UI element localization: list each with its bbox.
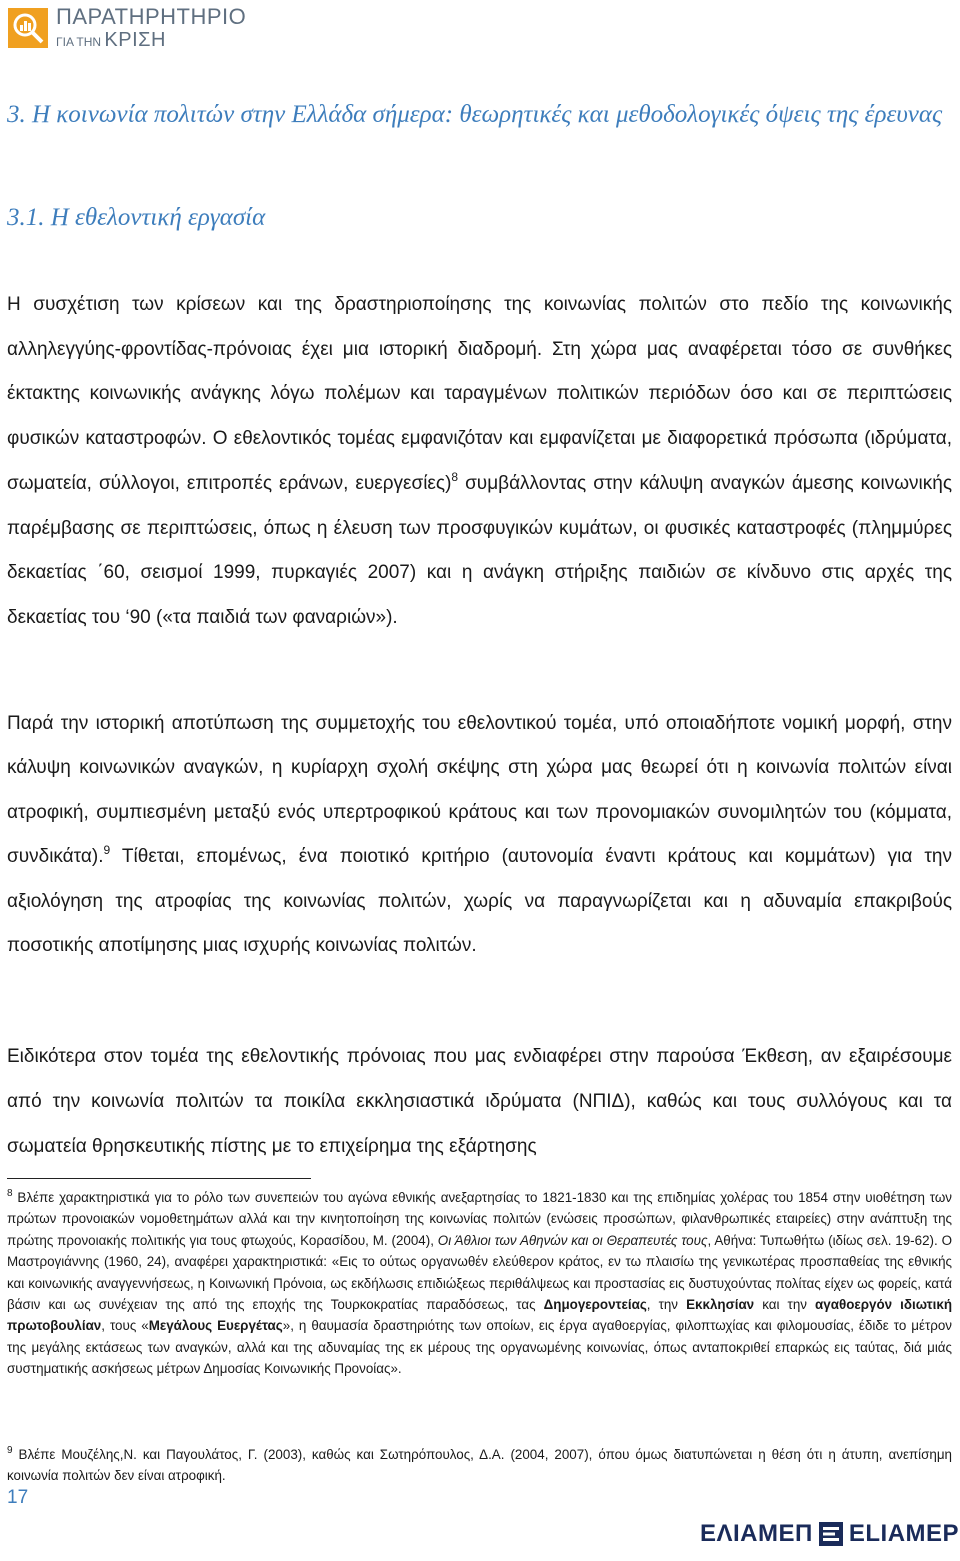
section-title: 3. Η κοινωνία πολιτών στην Ελλάδα σήμερα: θεωρητικές και μεθοδολογικές όψεις της έρευνας	[7, 101, 943, 128]
eliamep-logo-greek: ΕΛΙΑΜΕΠ	[700, 1520, 813, 1547]
observatory-logo	[8, 4, 246, 52]
footnote-8-text: , τους «	[101, 1318, 149, 1334]
footnote-8-number: 8	[7, 1188, 13, 1199]
footnote-8-bold: Μεγάλους Ευεργέτας	[148, 1318, 283, 1334]
subsection-title: 3.1. Η εθελοντική εργασία	[7, 204, 266, 231]
footnote-8-text: , την	[646, 1297, 687, 1313]
footnote-9-number: 9	[7, 1445, 13, 1456]
footnote-8-text: Βλέπε χαρακτηριστικά για το ρόλο των συνεπειών του αγώνα εθνικής ανεξαρτησίας το 1821-1830 και της επιδημίας χολέρας του 1854 στην υιοθέτηση των πρώτων προνοιακών νομοθετημάτων αλλά και την κινητοποίηση της κοινωνίας πολιτών (ενώσεις προσώπων, φιλανθρωπικές εταιρείες) στην ανάπτυξη της πρώτης προνοιακής πολιτικής για τους φτωχούς, Κορασίδου, Μ. (2004),	[7, 1190, 952, 1248]
footnote-9	[7, 1444, 952, 1487]
paragraph-1-text-a: Η συσχέτιση των κρίσεων και της δραστηριοποίησης της κοινωνίας πολιτών στο πεδίο της κοινωνικής αλληλεγγύης-φροντίδας-πρόνοιας έχει μια ιστορική διαδρομή. Στη χώρα μας αναφέρεται τόσο σε συνθήκες έκτακτης κοινωνικής ανάγκης λόγω πολέμων και ταραγμένων πολιτικών περιόδων όσο και σε περιπτώσεις φυσικών καταστροφών. Ο εθελοντικός τομέας εμφανιζόταν και εμφανίζεται με διαφορετικά πρόσωπα (ιδρύματα, σωματεία, σύλλογοι, επιτροπές εράνων, ευεργεσίες)	[7, 294, 952, 494]
eliamep-logo-latin: ELIAMEP	[848, 1520, 960, 1547]
footnote-8-bold: αγαθοεργόν ιδιωτική πρωτοβουλίαν	[7, 1297, 953, 1334]
footnote-ref-8: 8	[451, 469, 459, 484]
footnote-8-text: και την	[754, 1297, 816, 1313]
paragraph-1	[7, 283, 952, 641]
footnote-8-book-title: Οι Άθλιοι των Αθηνών και οι Θεραπευτές τους	[437, 1232, 708, 1248]
footnote-separator	[7, 1178, 311, 1179]
footnote-8-bold: Δημογεροντείας	[543, 1297, 647, 1313]
footnote-8-text: , Αθήνα: Τυπωθήτω (ιδίως σελ. 19-62). Ο Μαστρογιάννης (1960, 24), αναφέρει χαρακτηριστικά: «Εις το ούτως οργανωθέν ελεύθερον κράτος, εν τω πλαισίω της γενικωτέρας προσπαθείας της εθνικής και κοινωνικής αναγγεννήσεως, η Κοινωνική Πρόνοια, ως εκδήλωσις επιδιώξεως περιθάλψεως και προστασίας εις δυστυχούντας πολίτας είχεν ως φορείς, κατά βάσιν και ως συνέχειαν της από της εποχής της Τουρκοκρατίας παραδόσεως, τας	[7, 1232, 952, 1313]
footnote-8	[7, 1187, 952, 1380]
logo-subtitle-big: ΚΡΙΣΗ	[104, 29, 166, 51]
observatory-logo-icon	[8, 8, 48, 48]
eliamep-logo-icon	[819, 1522, 843, 1546]
paragraph-2-text-b: Τίθεται, επομένως, ένα ποιοτικό κριτήριο (αυτονομία έναντι κράτους και κομμάτων) για την αξιολόγηση της ατροφίας της κοινωνίας πολιτών, χωρίς να παραγνωρίζεται και η αδυναμία επακριβούς ποσοτικής αποτίμησης μιας ισχυρής κοινωνίας πολιτών.	[7, 846, 952, 957]
footnote-8-text: », η θαυμασία δραστηριότης των οποίων, εις έργα αγαθοεργίας, φιλοπτωχίας και φιλομουσίας, έδιδε το μέτρον της μεγάλης εκτάσεως των αναγκών, αλλά και της αδυναμίας της εκ μέρους της οργανωμένης κοινωνίας, όπως ανταποκριθεί επαρκώς εις ταύτας, διά μιάς συστηματικής ασκήσεως μέτρων Δημοσίας Κοινωνικής Προνοίας».	[7, 1318, 952, 1377]
footnote-8-bold: Εκκλησίαν	[686, 1297, 755, 1313]
footnote-ref-9: 9	[103, 843, 111, 858]
paragraph-1-text-b: συμβάλλοντας στην κάλυψη αναγκών άμεσης κοινωνικής παρέμβασης σε περιπτώσεις, όπως η έλευση των προσφυγικών κυμάτων, οι φυσικές καταστροφές (πλημμύρες δεκαετίας ΄60, σεισμοί 1999, πυρκαγιές 2007) και η ανάγκη στήριξης παιδιών σε κίνδυνο στις αρχές της δεκαετίας του ‘90 («τα παιδιά των φαναριών»).	[7, 472, 952, 628]
page-number: 17	[7, 1487, 29, 1508]
paragraph-2-text-a: Παρά την ιστορική αποτύπωση της συμμετοχής του εθελοντικού τομέα, υπό οποιαδήποτε νομική μορφή, στην κάλυψη κοινωνικών αναγκών, η κυρίαρχη σχολή σκέψης στη χώρα μας θεωρεί ότι η κοινωνία πολιτών είναι ατροφική, συμπιεσμένη μεταξύ ενός υπερτροφικού κράτους και των προνομιακών συνομιλητών του (κόμματα, συνδικάτα).	[7, 713, 952, 868]
eliamep-logo	[700, 1519, 959, 1549]
paragraph-2	[7, 702, 952, 968]
logo-title: ΠΑΡΑΤΗΡΗΤΗΡΙΟ	[56, 4, 247, 29]
footnote-9-text: Βλέπε Μουζέλης,Ν. και Παγουλάτος, Γ. (2003), καθώς και Σωτηρόπουλος, Δ.Α. (2004, 2007), όπου όμως διατυπώνεται η θέση ότι η άτυπη, ανεπίσημη κοινωνία πολιτών δεν είναι ατροφική.	[7, 1447, 952, 1484]
paragraph-3: Ειδικότερα στον τομέα της εθελοντικής πρόνοιας που μας ενδιαφέρει στην παρούσα Έκθεση, αν εξαιρέσουμε από την κοινωνία πολιτών τα ποικίλα εκκλησιαστικά ιδρύματα (ΝΠΙΔ), καθώς και τους συλλόγους και τα σωματεία θρησκευτικής πίστης με το επιχείρημα της εξάρτησης	[7, 1046, 952, 1157]
logo-subtitle-small: ΓΙΑ ΤΗΝ	[56, 35, 102, 49]
